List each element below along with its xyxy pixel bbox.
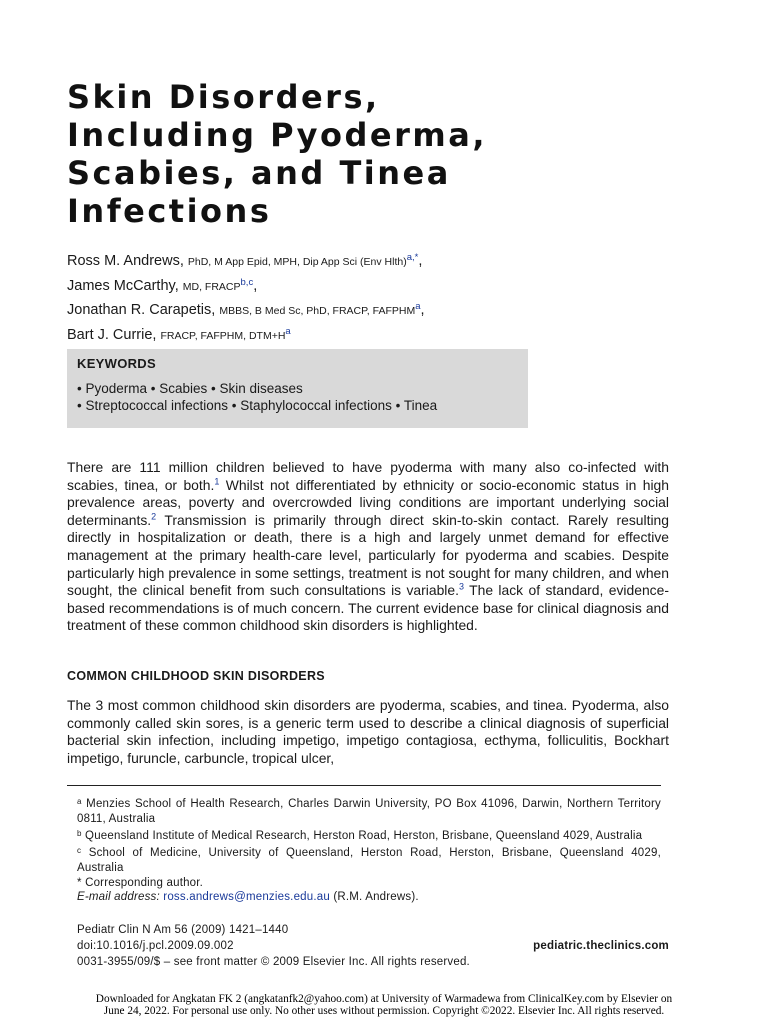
author-currie (67, 322, 707, 347)
author-name: James McCarthy, (67, 277, 179, 294)
author-credentials: MD, FRACP (182, 280, 241, 293)
author-name: Ross M. Andrews, (67, 253, 184, 269)
intro-paragraph: There are 111 million children believed to have pyoderma with many also co-infected with scabies, tinea, or both.$^1$ Whilst not differentiated by ethnicity or socio-economic status in high prevalence areas, poverty and overcrowded living conditions are important underlying social determinants.$^2$ Transmission is primarily through direct skin-to-skin contact. Rarely resulting directly in hospitalization or death, there is a high and largely unmet demand for effective management at the primary health-care level, particularly for pyoderma and scabies. Despite particularly high prevalence in some settings, treatment is not sought for many children, and when sought, the clinical benefit from such consultations is variable.$^3$ The lack of standard, evidence-based recommendations is of much concern. The current evidence base for clinical diagnosis and treatment of these common childhood skin disorders is highlighted. (67, 459, 670, 634)
body-paragraph: The 3 most common childhood skin disorders are pyoderma, scabies, and tinea. Pyoderma, also commonly called skin sores, is a generic term used to describe a clinical diagnosis of superficial bacterial skin infection, including impetigo, impetigo contagiosa, ecthyma, folliculitis, Bockhart impetigo, furuncle, carbuncle, tropical ulcer, (67, 697, 669, 766)
download-notice: Downloaded for Angkatan FK 2 (angkatanfk2@yahoo.com) at University of Warmadewa from ClinicalKey.com by Elsevier on June 24, 2022. For personal use only. No other uses without permission. Copyright ©2022. Elsevier Inc. All rights reserved. (95, 993, 673, 1017)
email-label: E-mail address: (77, 891, 160, 904)
author-carapetis: Jonathan R. Carapetis, MBBS, B Med Sc, PhD, FRACP, FAFPHM$^a$, (67, 301, 425, 318)
footnote-b: $^b$ Queensland Institute of Medical Research, Herston Road, Herston, Brisbane, Queensland 4029, Australia (77, 828, 643, 842)
footnote-divider (67, 785, 661, 786)
email-footnote: E-mail address: ross.andrews@menzies.edu.au (R.M. Andrews). (77, 891, 419, 904)
email-link[interactable]: ross.andrews@menzies.edu.au (163, 891, 330, 904)
issn-copyright: 0031-3955/09/$ – see front matter © 2009 Elsevier Inc. All rights reserved. (77, 956, 470, 968)
title-line: Skin Disorders, (67, 78, 380, 116)
journal-citation: Pediatr Clin N Am 56 (2009) 1421–1440 (77, 924, 289, 936)
keywords-line: • Streptococcal infections • Staphylococcal infections • Tinea (77, 398, 438, 413)
corresponding-author: * Corresponding author. (77, 876, 204, 889)
reference-link[interactable]: 3 (458, 581, 464, 592)
journal-info (77, 922, 669, 970)
reference-link[interactable]: 1 (214, 475, 220, 486)
footnote-a: $^a$ Menzies School of Health Research, Charles Darwin University, PO Box 41096, Darwin, Northern Territory 0811, Australia (77, 797, 661, 825)
affiliation-mark[interactable]: a (285, 325, 291, 337)
author-credentials: PhD, M App Epid, MPH, Dip App Sci (Env Hlth) (187, 256, 407, 268)
title-line: Scabies, and Tinea (67, 154, 451, 192)
affiliation-mark[interactable]: a,* (406, 252, 419, 263)
affiliation-mark[interactable]: a (415, 301, 421, 312)
author-andrews: Ross M. Andrews, PhD, M App Epid, MPH, Dip App Sci (Env Hlth)$^{a,*}$, (67, 252, 423, 269)
article-title (67, 78, 687, 230)
title-line: Infections (67, 192, 272, 230)
keywords-line: • Pyoderma • Scabies • Skin diseases (77, 381, 303, 396)
author-name: Bart J. Currie, (67, 326, 157, 343)
affiliation-mark[interactable]: b,c (240, 276, 254, 288)
author-list (67, 248, 707, 346)
author-mccarthy: James McCarthy, MD, FRACP$^{b,c}$, (67, 276, 258, 294)
footnote-c: $^c$ School of Medicine, University of Queensland, Herston Road, Herston, Brisbane, Queensland 4029, Australia (77, 845, 661, 874)
footnotes (77, 795, 661, 905)
keywords-box (67, 349, 528, 428)
author-name: Jonathan R. Carapetis, (67, 302, 216, 318)
section-heading: COMMON CHILDHOOD SKIN DISORDERS (67, 669, 325, 683)
doi[interactable]: doi:10.1016/j.pcl.2009.09.002 (77, 940, 234, 952)
keywords-title: KEYWORDS (77, 356, 156, 371)
journal-website[interactable]: pediatric.theclinics.com (533, 940, 669, 952)
title-line: Including Pyoderma, (67, 116, 487, 154)
reference-link[interactable]: 2 (151, 511, 157, 522)
author-credentials: MBBS, B Med Sc, PhD, FRACP, FAFPHM (219, 305, 416, 317)
author-credentials: FRACP, FAFPHM, DTM+H (160, 329, 286, 342)
